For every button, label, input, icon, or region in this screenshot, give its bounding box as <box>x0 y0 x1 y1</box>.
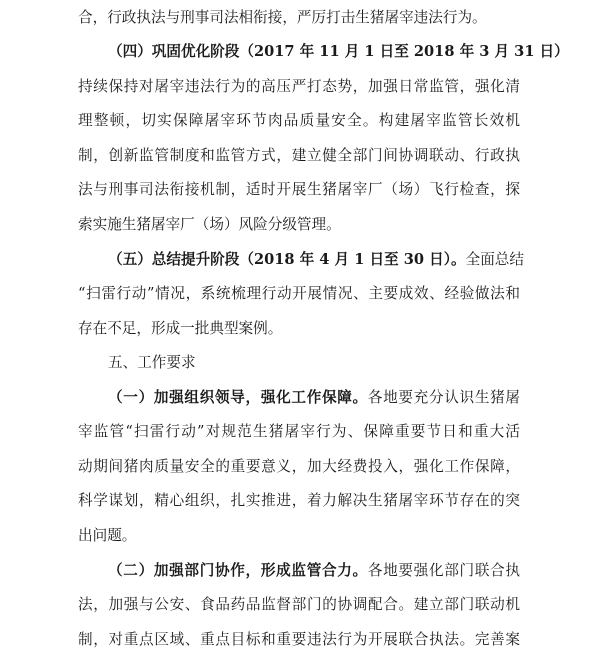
paragraph-line: 制，创新监管制度和监管方式，建立健全部门间协调联动、行政执 <box>78 147 520 164</box>
paragraph-line: 法与刑事司法衔接机制，适时开展生猪屠宰厂（场）飞行检查，探 <box>78 181 520 198</box>
paragraph-line: 存在不足，形成一批典型案例。 <box>78 320 283 337</box>
paragraph-line: 出问题。 <box>78 527 137 544</box>
requirement-heading-2: （二）加强部门协作，形成监管合力。各地要强化部门联合执 <box>108 562 520 579</box>
requirement-heading-1: （一）加强组织领导，强化工作保障。各地要充分认识生猪屠 <box>108 389 520 406</box>
paragraph-line: 合，行政执法与刑事司法相衔接，严厉打击生猪屠宰违法行为。 <box>78 9 487 26</box>
paragraph-line: 宰监管“扫雷行动”对规范生猪屠宰行为、保障重要节日和重大活 <box>78 423 520 440</box>
paragraph-line: “扫雷行动”情况，系统梳理行动开展情况、主要成效、经验做法和 <box>78 285 520 302</box>
chapter-heading: 五、工作要求 <box>108 354 196 371</box>
paragraph-line: 索实施生猪屠宰厂（场）风险分级管理。 <box>78 216 341 233</box>
paragraph-line: 动期间猪肉质量安全的重要意义，加大经费投入，强化工作保障， <box>78 458 520 475</box>
paragraph-line: 理整顿，切实保障屠宰环节肉品质量安全。构建屠宰监管长效机 <box>78 112 520 129</box>
paragraph-line: 科学谋划，精心组织，扎实推进，着力解决生猪屠宰环节存在的突 <box>78 492 520 509</box>
section-heading-5: （五）总结提升阶段（2018 年 4 月 1 日至 30 日）。全面总结 <box>108 251 524 268</box>
paragraph-line: 法，加强与公安、食品药品监督部门的协调配合。建立部门联动机 <box>78 596 520 613</box>
paragraph-line: 制，对重点区域、重点目标和重要违法行为开展联合执法。完善案 <box>78 631 520 648</box>
paragraph-line: 持续保持对屠宰违法行为的高压严打态势，加强日常监管，强化清 <box>78 78 520 95</box>
section-heading-4: （四）巩固优化阶段（2017 年 11 月 1 日至 2018 年 3 月 31 日） <box>108 43 569 60</box>
